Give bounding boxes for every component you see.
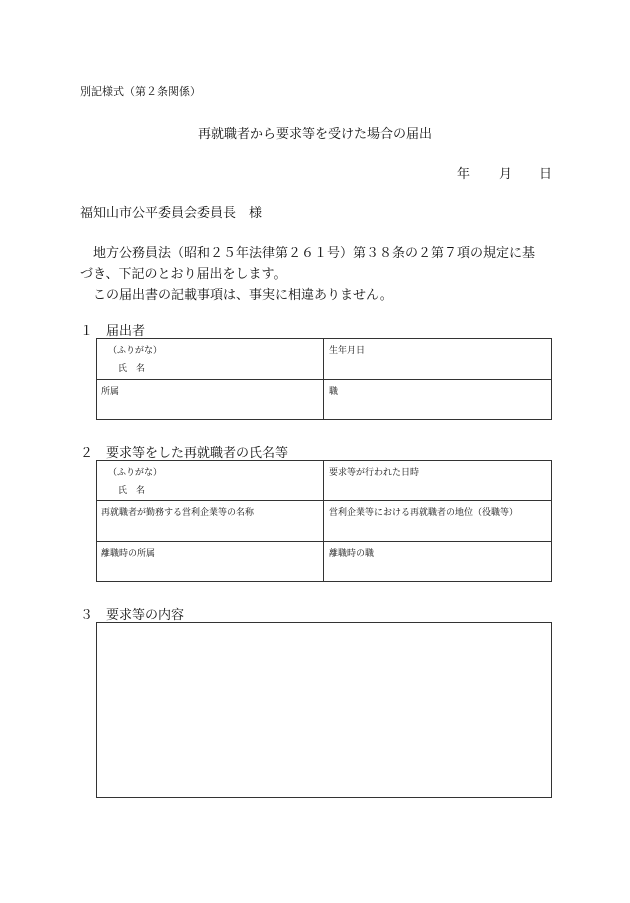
section-1-affiliation-label: 所属	[101, 387, 120, 397]
section-2-row-divider-1	[96, 500, 552, 501]
body-line-3: この届出書の記載事項は、事実に相違ありません。	[93, 288, 393, 303]
section-1-heading: １ 届出者	[80, 324, 146, 339]
section-2-request-datetime-label: 要求等が行われた日時	[329, 468, 420, 478]
section-3-content-box	[96, 622, 552, 798]
section-2-heading: ２ 要求等をした再就職者の氏名等	[80, 446, 289, 461]
section-2-former-position-label: 離職時の職	[329, 549, 375, 559]
section-2-name-label: 氏 名	[118, 486, 146, 496]
section-2-employer-position-label: 営利企業等における再就職者の地位（役職等）	[329, 508, 519, 518]
addressee: 福知山市公平委員会委員長 様	[80, 206, 263, 221]
section-1-birthdate-label: 生年月日	[329, 346, 366, 356]
section-1-furigana-label: （ふりがな）	[108, 346, 163, 356]
section-1-row-divider	[96, 379, 552, 380]
section-1-name-label: 氏 名	[118, 364, 146, 374]
document-title: 再就職者から要求等を受けた場合の届出	[197, 127, 432, 142]
date-year-label: 年	[457, 167, 471, 182]
section-3-heading: ３ 要求等の内容	[80, 608, 185, 623]
section-1-position-label: 職	[329, 387, 339, 397]
section-2-former-affiliation-label: 離職時の所属	[101, 549, 156, 559]
section-2-divider	[323, 460, 324, 582]
form-header-label: 別記様式（第２条関係）	[80, 85, 201, 98]
date-month-label: 月	[499, 167, 513, 182]
section-2-furigana-label: （ふりがな）	[108, 468, 163, 478]
section-2-employer-name-label: 再就職者が勤務する営利企業等の名称	[101, 508, 255, 518]
section-2-table	[96, 460, 552, 582]
section-2-row-divider-2	[96, 541, 552, 542]
body-line-2: づき、下記のとおり届出をします。	[80, 267, 287, 282]
date-day-label: 日	[539, 167, 553, 182]
body-line-1: 地方公務員法（昭和２５年法律第２６１号）第３８条の２第７項の規定に基	[93, 246, 536, 261]
